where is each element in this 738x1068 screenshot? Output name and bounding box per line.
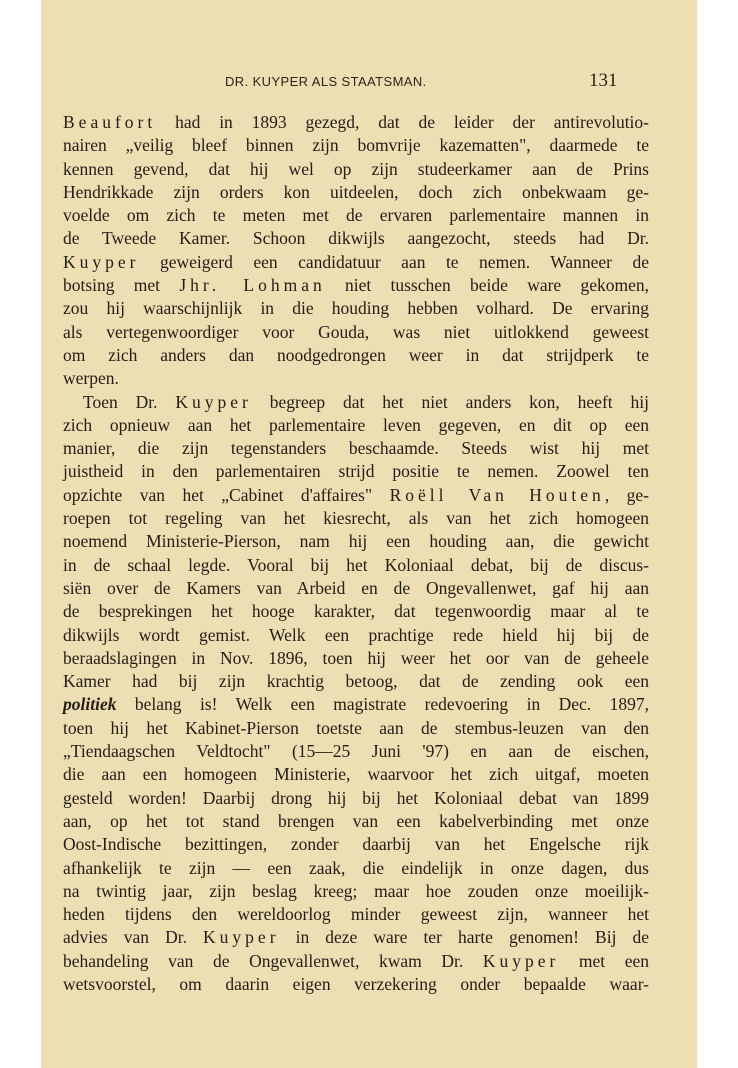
text-run: , ge- (604, 484, 649, 505)
text-run: in de schaal legde. Vooral bij het Koloniaal debat, bij de discus- (63, 554, 649, 575)
text-run: toen hij het Kabinet-Pierson toetste aan de stembus-leuzen van den (63, 717, 649, 738)
text-run: dikwijls wordt gemist. Welk een prachtige rede hield hij bij de (63, 624, 649, 645)
text-line (63, 554, 649, 577)
spaced-name: Beaufort (63, 112, 157, 132)
text-run: als vertegenwoordiger voor Gouda, was niet uitlokkend geweest (63, 321, 649, 342)
text-line (63, 344, 649, 367)
text-run: zich opnieuw aan het parlementaire leven gegeven, en dit op een (63, 414, 649, 435)
text-line (63, 810, 649, 833)
text-line (63, 507, 649, 530)
text-line (63, 717, 649, 740)
text-run: aan, op het tot stand brengen van een kabelverbinding met onze (63, 810, 649, 831)
text-run: niet tusschen beide ware gekomen, (325, 275, 649, 296)
text-line (63, 227, 649, 250)
text-line (63, 577, 649, 600)
text-run: Toen Dr. (83, 391, 176, 412)
text-line (63, 926, 649, 949)
text-run: juistheid in den parlementairen strijd positie te nemen. Zoowel ten (63, 461, 649, 482)
text-run: nairen „veilig bleef binnen zijn bomvrije kazematten", daarmede te (63, 135, 649, 156)
text-run: heden tijdens den wereldoorlog minder geweest zijn, wanneer het (63, 904, 649, 925)
text-line (63, 391, 649, 414)
text-run: kennen gevend, dat hij wel op zijn studeerkamer aan de Prins (63, 158, 649, 179)
text-run: roepen tot regeling van het kiesrecht, als van het zich homogeen (63, 508, 649, 529)
text-line (63, 297, 649, 320)
text-line (63, 367, 649, 390)
text-line (63, 321, 649, 344)
text-line (63, 670, 649, 693)
text-line (63, 134, 649, 157)
text-run: begreep dat het niet anders kon, heeft hij (251, 391, 649, 412)
text-line (63, 158, 649, 181)
text-run: opzichte van het „Cabinet d'affaires" (63, 484, 390, 505)
text-run: manier, die zijn tegenstanders beschaamde. Steeds wist hij met (63, 438, 649, 459)
spaced-name: Kuyper (63, 251, 140, 272)
text-run: met een (559, 950, 650, 971)
text-run: siën over de Kamers van Arbeid en de Ongevallenwet, gaf hij aan (63, 577, 649, 598)
page-number: 131 (589, 70, 618, 91)
text-run: wetsvoorstel, om daarin eigen verzekering onder bepaalde waar- (63, 973, 649, 994)
text-line (63, 600, 649, 623)
text-run: Oost-Indische bezittingen, zonder daarbij van het Engelsche rijk (63, 834, 649, 855)
text-line (63, 903, 649, 926)
spaced-name: Kuyper (482, 950, 560, 971)
running-title: DR. KUYPER ALS STAATSMAN. (225, 74, 427, 89)
text-line (63, 973, 649, 996)
text-run: had in 1893 gezegd, dat de leider der antirevolutio- (156, 112, 649, 132)
text-run: geweigerd een candidatuur aan te nemen. Wanneer de (139, 251, 649, 272)
text-line (63, 204, 649, 227)
spaced-name: Roëll Van Houten (389, 484, 605, 505)
text-run: belang is! Welk een magistrate redevoering in Dec. 1897, (116, 694, 649, 715)
text-line (63, 414, 649, 437)
spaced-name: Jhr. Lohman (179, 275, 326, 296)
text-run: na twintig jaar, zijn beslag kreeg; maar hoe zouden onze moeilijk- (63, 880, 649, 901)
text-line (63, 880, 649, 903)
text-run: behandeling van de Ongevallenwet, kwam Dr. (63, 950, 483, 971)
text-line (63, 251, 649, 274)
text-run: werpen. (63, 368, 119, 389)
body-text (63, 111, 649, 996)
text-line (63, 740, 649, 763)
text-line (63, 460, 649, 483)
text-line (63, 274, 649, 297)
text-run: in deze ware ter harte genomen! Bij de (279, 927, 650, 948)
text-run: die aan een homogeen Ministerie, waarvoor het zich uitgaf, moeten (63, 764, 649, 785)
text-line (63, 950, 649, 973)
page-header (41, 70, 697, 96)
text-run: beraadslagingen in Nov. 1896, toen hij weer het oor van de geheele (63, 647, 649, 668)
text-line (63, 693, 649, 716)
text-line (63, 530, 649, 553)
text-line (63, 484, 649, 507)
text-line (63, 111, 649, 134)
text-run: gesteld worden! Daarbij drong hij bij het Koloniaal debat van 1899 (63, 787, 649, 808)
text-line (63, 763, 649, 786)
text-run: de besprekingen het hooge karakter, dat tegenwoordig maar al te (63, 601, 649, 622)
text-line (63, 833, 649, 856)
text-run: „Tiendaagschen Veldtocht" (15—25 Juni '97) en aan de eischen, (63, 741, 649, 762)
text-run: advies van Dr. (63, 927, 204, 948)
text-run: voelde om zich te meten met de ervaren parlementaire mannen in (63, 205, 649, 226)
text-run: de Tweede Kamer. Schoon dikwijls aangezocht, steeds had Dr. (63, 228, 649, 249)
text-run: zou hij waarschijnlijk in die houding hebben volhard. De ervaring (63, 298, 649, 319)
text-line (63, 181, 649, 204)
text-line (63, 857, 649, 880)
book-page (41, 0, 697, 1068)
text-run: botsing met (63, 275, 180, 296)
spaced-name: Kuyper (175, 391, 252, 412)
text-run: noemend Ministerie-Pierson, nam hij een houding aan, die gewicht (63, 531, 649, 552)
emphasized-word: politiek (63, 694, 117, 715)
text-run: om zich anders dan noodgedrongen weer in dat strijdperk te (63, 344, 649, 365)
text-run: Hendrikkade zijn orders kon uitdeelen, doch zich onbekwaam ge- (63, 181, 649, 202)
text-line (63, 437, 649, 460)
text-line (63, 647, 649, 670)
text-line (63, 624, 649, 647)
spaced-name: Kuyper (203, 927, 280, 948)
text-run: Kamer had bij zijn krachtig betoog, dat de zending ook een (63, 671, 649, 692)
text-line (63, 787, 649, 810)
text-run: afhankelijk te zijn — een zaak, die eindelijk in onze dagen, dus (63, 857, 649, 878)
